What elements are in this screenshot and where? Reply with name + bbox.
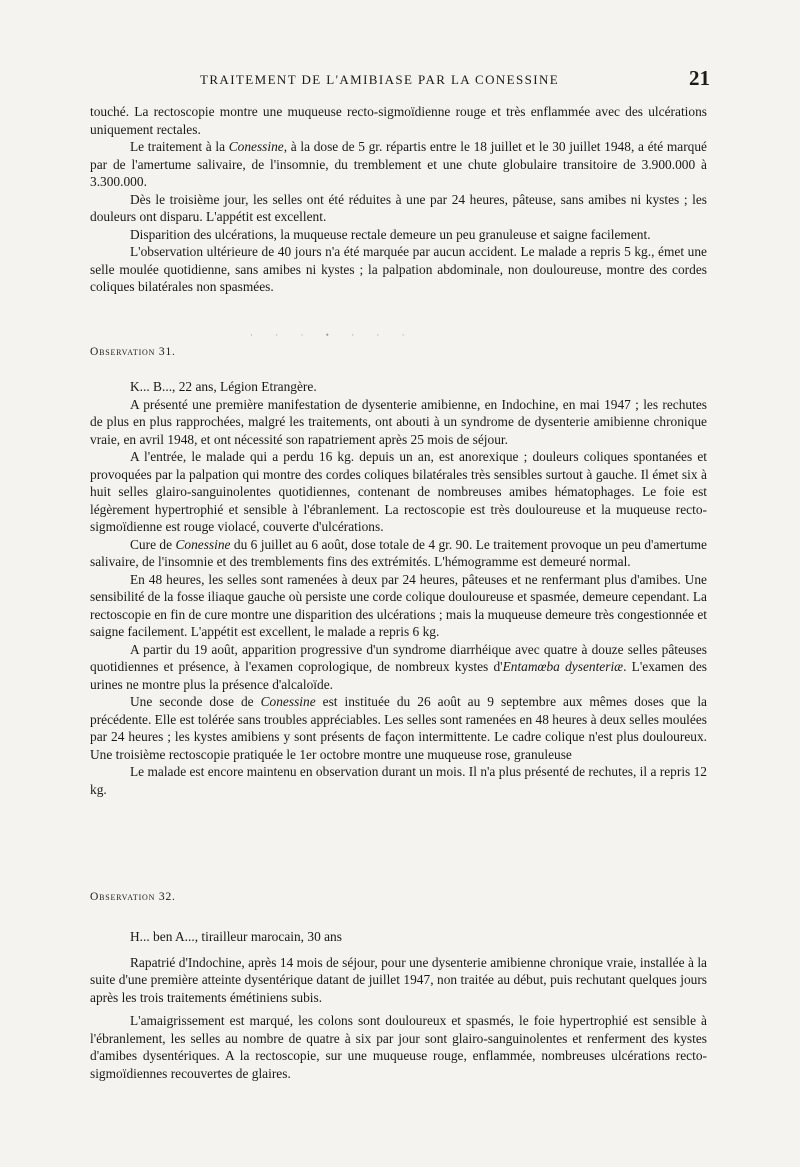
observation-31-body [90,378,707,798]
paragraph: L'amaigrissement est marqué, les colons sont douloureux et spasmés, le foie hypertrophié est sensible à l'ébranlement, les selles au nombre de quatre à six par jour sont glairo-sanguinolentes et renferment des kystes d'amibes dysentériques. A la rectoscopie, sur une muqueuse rouge, enflammée, nombreuses ulcérations recto-sigmoïdiennes recouvertes de glaires. [90,1013,707,1081]
observation-31-title: Observation 31. [90,346,176,358]
intro-section [90,103,707,296]
paragraph: Cure de Conessine du 6 juillet au 6 août, dose totale de 4 gr. 90. Le traitement provoque un peu d'amertume salivaire, de l'insomnie et des tremblements fins des extrémités. L'hémogramme est demeuré normal. [90,536,707,569]
paragraph: A l'entrée, le malade qui a perdu 16 kg. depuis un an, est anorexique ; douleurs coliques spontanées et provoquées par la palpation qui montre des cordes coliques bilatérales très sensibles surtout à gauche. Il émet six à huit selles glairo-sanguinolentes quotidiennes, contenant de nombreuses amibes hématophages. Le foie est légèrement hypertrophié et sensible à l'ébranlement. La rectoscopie est très douloureuse et la muqueuse recto-sigmoïdienne est rouge violacé, couverte d'ulcérations. [90,449,707,534]
page-header [90,66,710,94]
running-title: TRAITEMENT DE L'AMIBIASE PAR LA CONESSINE [200,72,560,87]
page-number: 21 [689,66,710,90]
paragraph: Le malade est encore maintenu en observation durant un mois. Il n'a plus présenté de rechutes, il a repris 12 kg. [90,764,707,797]
paragraph: A partir du 19 août, apparition progressive d'un syndrome diarrhéique avec quatre à douze selles pâteuses quotidiennes et présence, à l'examen coprologique, de nombreux kystes d'Entamœba dysenteriæ. L'examen des urines ne montre plus la présence d'alcaloïde. [90,641,707,692]
paragraph: touché. La rectoscopie montre une muqueuse recto-sigmoïdienne rouge et très enflammée avec des ulcérations uniquement rectales. [90,104,707,137]
paragraph: A présenté une première manifestation de dysenterie amibienne, en Indochine, en mai 1947 ; les rechutes de plus en plus rapprochées, malgré les traitements, ont abouti à un syndrome de dysenterie amibienne chronique vraie, en avril 1948, et ont nécessité son rapatriement après 25 mois de séjour. [90,396,707,447]
paragraph: Une seconde dose de Conessine est instituée du 26 août au 9 septembre aux mêmes doses que la précédente. Elle est tolérée sans troubles appréciables. Les selles sont ramenées en 48 heures à deux selles moulées par 24 heures ; les kystes amibiens y sont présents de façon intermittente. Le cadre colique n'est plus douloureux. Une troisième rectoscopie pratiquée le 1er octobre montre une muqueuse rose, granuleuse [90,694,707,762]
patient-line: K... B..., 22 ans, Légion Etrangère. [130,379,317,394]
paragraph: L'observation ultérieure de 40 jours n'a été marquée par aucun accident. Le malade a repris 5 kg., émet une selle moulée quotidienne, sans amibes ni kystes ; la palpation abdominale, non douloureuse, montre des cordes coliques bilatérales non spasmées. [90,244,707,294]
paragraph: En 48 heures, les selles sont ramenées à deux par 24 heures, pâteuses et ne renfermant plus d'amibes. Une sensibilité de la fosse iliaque gauche où persiste une corde colique douloureuse et spasmée, demeure cependant. La rectoscopie en fin de cure montre une disparition des ulcérations ; mais la muqueuse demeure très congestionnée et saigne facilement. L'appétit est excellent, le malade a repris 6 kg. [90,571,707,639]
paragraph: Rapatrié d'Indochine, après 14 mois de séjour, pour une dysenterie amibienne chronique vraie, installée à la suite d'une première atteinte dysentérique datant de juillet 1947, non traitée au début, puis rechutant quelques jours après les trois traitements émétiniens subis. [90,954,707,1005]
observation-32-title: Observation 32. [90,891,176,903]
scan-specks: · · · • · · · [250,330,415,340]
paragraph: Dès le troisième jour, les selles ont été réduites à une par 24 heures, pâteuse, sans amibes ni kystes ; les douleurs ont disparu. L'appétit est excellent. [90,191,707,224]
patient-line: H... ben A..., tirailleur marocain, 30 ans [130,929,342,944]
paragraph: Le traitement à la Conessine, à la dose de 5 gr. répartis entre le 18 juillet et le 30 juillet 1948, a été marqué par de l'amertume salivaire, de l'insomnie, du tremblement et une chute globulaire transitoire de 3.900.000 à 3.300.000. [90,139,708,189]
paragraph: Disparition des ulcérations, la muqueuse rectale demeure un peu granuleuse et saigne facilement. [130,226,651,242]
observation-32-body [90,928,707,1082]
